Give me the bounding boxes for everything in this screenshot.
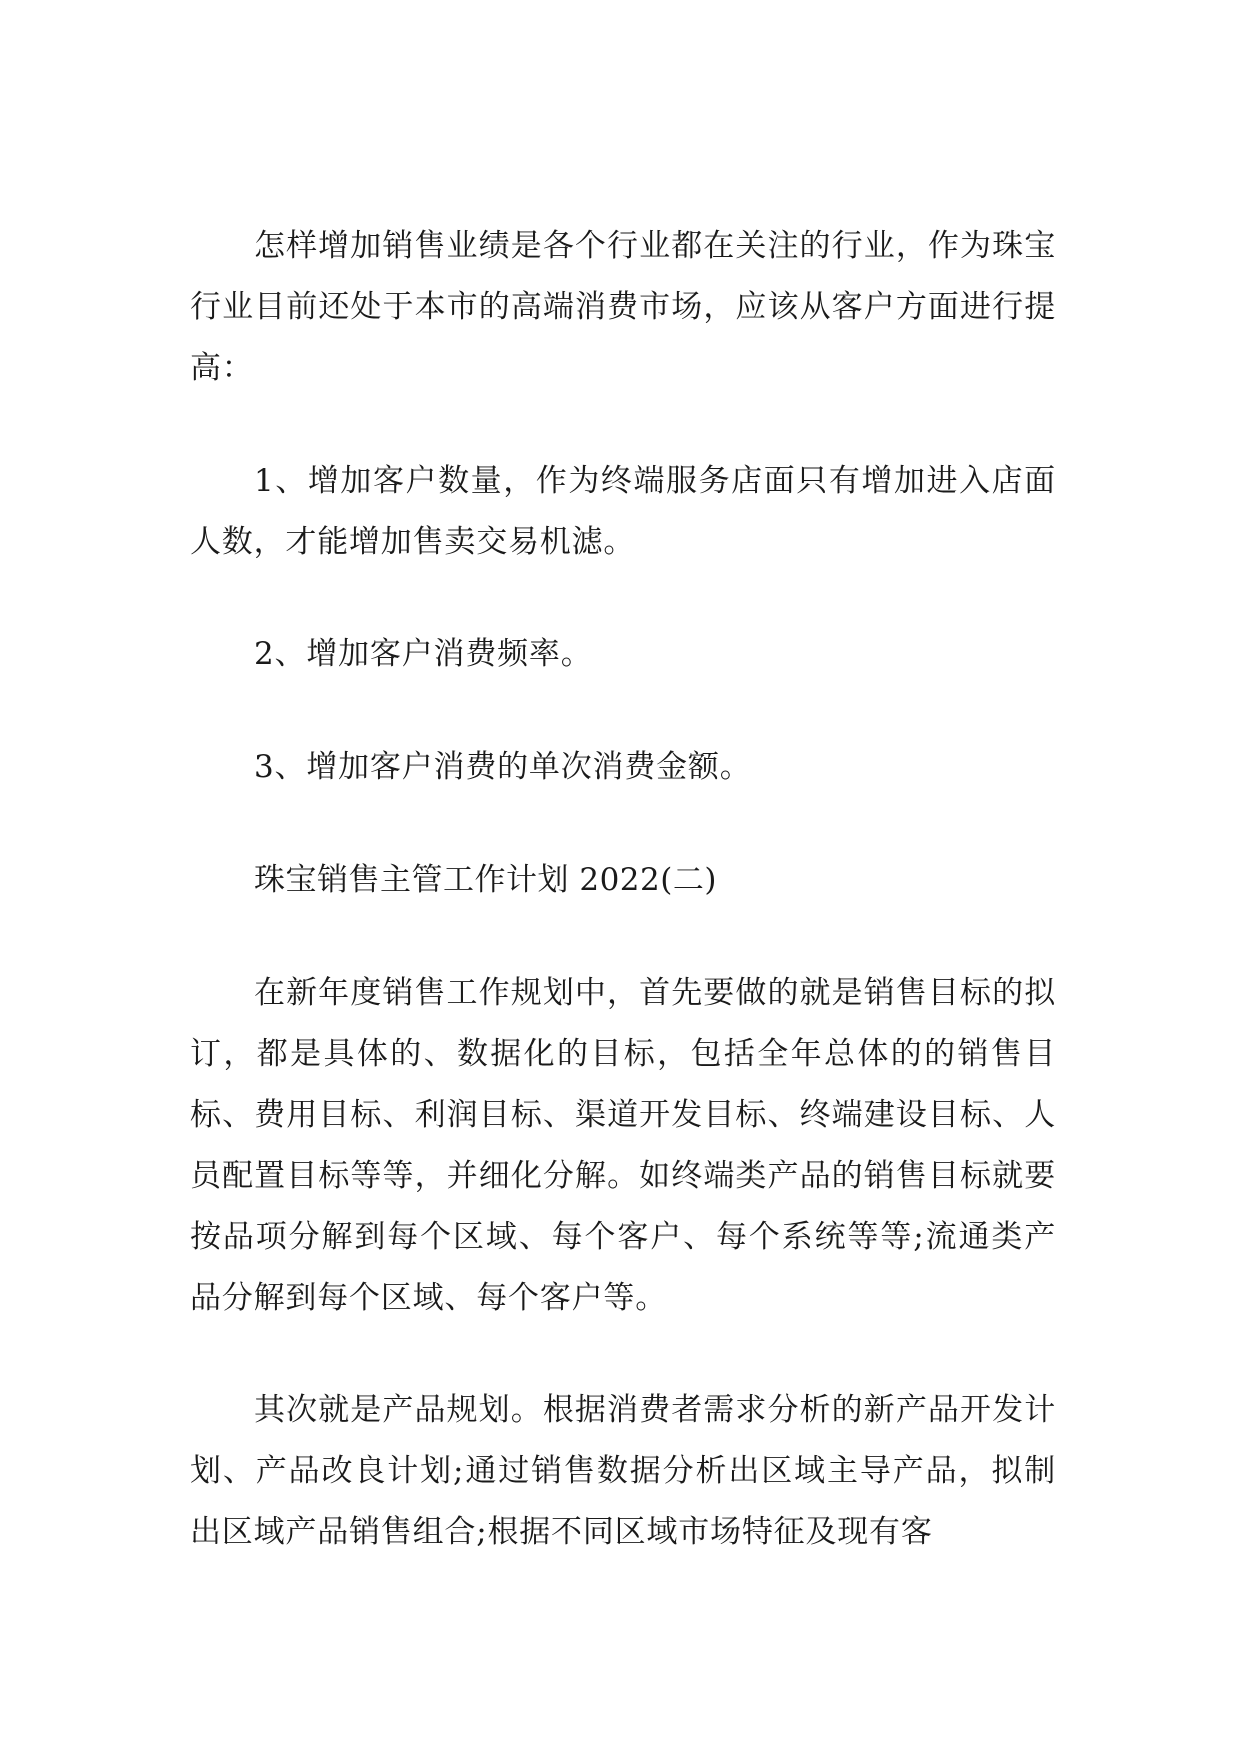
paragraph-intro: 怎样增加销售业绩是各个行业都在关注的行业，作为珠宝行业目前还处于本市的高端消费市场，应该从客户方面进行提高： [190, 228, 1056, 386]
paragraph-item-2: 2、增加客户消费频率。 [254, 636, 593, 672]
paragraph-sales-targets: 在新年度销售工作规划中，首先要做的就是销售目标的拟订，都是具体的、数据化的目标，包括全年总体的的销售目标、费用目标、利润目标、渠道开发目标、终端建设目标、人员配置目标等等，并细化分解。如终端类产品的销售目标就要按品项分解到每个区域、每个客户、每个系统等等;流通类产品分解到每个区域、每个客户等。 [190, 975, 1056, 1316]
section-heading: 珠宝销售主管工作计划 2022(二) [254, 862, 717, 898]
paragraph-item-1: 1、增加客户数量，作为终端服务店面只有增加进入店面人数，才能增加售卖交易机滤。 [190, 463, 1056, 560]
paragraph-item-3: 3、增加客户消费的单次消费金额。 [254, 749, 752, 785]
paragraph-product-planning: 其次就是产品规划。根据消费者需求分析的新产品开发计划、产品改良计划;通过销售数据分析出区域主导产品，拟制出区域产品销售组合;根据不同区域市场特征及现有客 [190, 1392, 1056, 1550]
